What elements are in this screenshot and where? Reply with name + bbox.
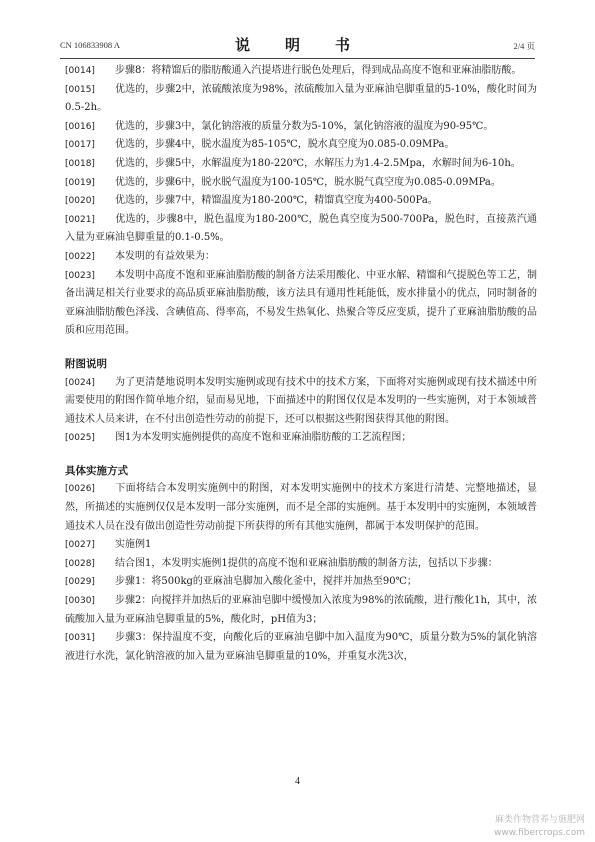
paragraph-text: 优选的，步骤5中，水解温度为180-220℃，水解压力为1.4-2.5Mpa，水解时间为6-10h。 — [115, 157, 521, 169]
paragraph — [65, 429, 537, 448]
paragraph-text: 优选的，步骤2中，浓硫酸浓度为98%，浓硫酸加入量为亚麻油皂脚重量的5-10%，酸化时间为0.5-2h。 — [65, 83, 537, 114]
paragraph-group-figures — [65, 374, 537, 448]
watermark — [0, 814, 585, 840]
paragraph-text: 为了更清楚地说明本发明实施例或现有技术中的技术方案，下面将对实施例或现有技术描述中所需要使用的附图作简单地介绍，显而易见地，下面描述中的附图仅仅是本发明的一些实施例，对于本领域普通技术人员来讲，在不付出创造性劳动的前提下，还可以根据这些附图获得其他的附图。 — [65, 376, 537, 425]
paragraph — [65, 118, 537, 137]
publication-number: CN 106833908 A — [60, 40, 120, 50]
paragraph-text: 本发明的有益效果为： — [115, 250, 215, 262]
section-heading-embodiments: 具体实施方式 — [65, 464, 128, 477]
paragraph-text: 图1为本发明实施例提供的高度不饱和亚麻油脂肪酸的工艺流程图； — [115, 432, 412, 444]
paragraph-text: 优选的，步骤7中，精馏温度为180-200℃，精馏真空度为400-500Pa。 — [115, 195, 438, 207]
paragraph-number: [0018] — [65, 158, 95, 169]
watermark-site-name: 麻类作物营养与施肥网 — [494, 815, 585, 825]
paragraph — [65, 155, 537, 174]
paragraph-number: [0031] — [65, 633, 95, 644]
paragraph-number: [0026] — [65, 484, 95, 495]
paragraph-number: [0021] — [65, 214, 95, 225]
paragraph-number: [0030] — [65, 596, 95, 607]
paragraph — [65, 211, 537, 248]
paragraph — [65, 192, 537, 211]
paragraph — [65, 174, 537, 193]
page-number: 4 — [295, 776, 300, 787]
paragraph-number: [0025] — [65, 433, 95, 444]
paragraph — [65, 592, 537, 629]
paragraph — [65, 248, 537, 267]
paragraph — [65, 374, 537, 430]
section-spacer — [65, 448, 537, 462]
paragraph-number: [0028] — [65, 558, 95, 569]
section-spacer — [65, 341, 537, 355]
paragraph-group-effects — [65, 62, 537, 341]
page-header — [60, 34, 535, 56]
paragraph-number: [0020] — [65, 196, 95, 207]
paragraph-group-embodiments — [65, 480, 537, 666]
header-divider — [60, 58, 535, 59]
paragraph-number: [0024] — [65, 377, 95, 388]
paragraph-number: [0023] — [65, 270, 95, 281]
paragraph-text: 步骤2：向搅拌并加热后的亚麻油皂脚中缓慢加入浓度为98%的浓硫酸，进行酸化1h，其中，浓硫酸加入量为亚麻油皂脚重量的5%，酸化时，pH值为3； — [65, 595, 537, 625]
paragraph-number: [0017] — [65, 140, 95, 151]
paragraph — [65, 62, 537, 81]
paragraph — [65, 480, 537, 536]
paragraph-number: [0027] — [65, 540, 95, 551]
paragraph — [65, 267, 537, 341]
paragraph — [65, 573, 537, 592]
paragraph-number: [0019] — [65, 177, 95, 188]
paragraph-text: 下面将结合本发明实施例中的附图，对本发明实施例中的技术方案进行清楚、完整地描述，显然，所描述的实施例仅仅是本发明一部分实施例，而不是全部的实施例。基于本发明中的实施例，本领域普通技术人员在没有做出创造性劳动前提下所获得的所有其他实施例，都属于本发明保护的范围。 — [65, 483, 537, 532]
paragraph — [65, 629, 537, 666]
paragraph-number: [0022] — [65, 251, 95, 262]
paragraph-number: [0014] — [65, 66, 95, 76]
section-heading-figures: 附图说明 — [65, 357, 107, 370]
paragraph — [65, 555, 537, 574]
paragraph-text: 结合图1，本发明实施例1提供的高度不饱和亚麻油脂肪酸的制备方法，包括以下步骤： — [115, 557, 498, 569]
paragraph-text: 实施例1 — [115, 539, 152, 551]
watermark-url: www.fibercrops.com — [494, 828, 585, 838]
document-body — [65, 62, 537, 666]
document-title: 说 明 书 — [234, 36, 360, 54]
paragraph-number: [0015] — [65, 84, 95, 95]
paragraph-text: 优选的，步骤4中，脱水温度为85-105℃，脱水真空度为0.085-0.09MPa。 — [115, 139, 455, 151]
paragraph-text: 步骤3：保持温度不变，向酸化后的亚麻油皂脚中加入温度为90℃，质量分数为5%的氯化钠溶液进行水洗，氯化钠溶液的加入量为亚麻油皂脚重量的10%，并重复水洗3次， — [65, 632, 537, 662]
paragraph-text: 优选的，步骤3中，氯化钠溶液的质量分数为5-10%，氯化钠溶液的温度为90-95℃。 — [115, 120, 494, 132]
paragraph — [65, 136, 537, 155]
paragraph-number: [0016] — [65, 121, 95, 132]
page-info: 2/4 页 — [513, 41, 535, 51]
paragraph-text: 步骤8：将精馏后的脂肪酸通入汽提塔进行脱色处理后，得到成品高度不饱和亚麻油脂肪酸。 — [115, 65, 522, 76]
paragraph-text: 步骤1：将500kg的亚麻油皂脚加入酸化釜中，搅拌并加热至90℃； — [115, 576, 417, 588]
paragraph-text: 优选的，步骤6中，脱水脱气温度为100-105℃，脱水脱气真空度为0.085-0.09MPa。 — [115, 176, 501, 188]
paragraph-text: 本发明中高度不饱和亚麻油脂肪酸的制备方法采用酸化、中亚水解、精馏和气提脱色等工艺，制备出满足相关行业要求的高品质亚麻油脂肪酸，该方法具有通用性耗能低，废水排量小的优点，同时制备的亚麻油脂肪酸色泽浅、含碘值高、得率高，不易发生热氧化、热聚合等反应变质，提升了亚麻油脂肪酸的品质和应用范围。 — [65, 269, 537, 337]
paragraph-number: [0029] — [65, 577, 95, 588]
paragraph-text: 优选的，步骤8中，脱色温度为180-200℃，脱色真空度为500-700Pa，脱色时，直接蒸汽通入量为亚麻油皂脚重量的0.1-0.5%。 — [65, 213, 537, 244]
paragraph — [65, 536, 537, 555]
paragraph — [65, 81, 537, 118]
